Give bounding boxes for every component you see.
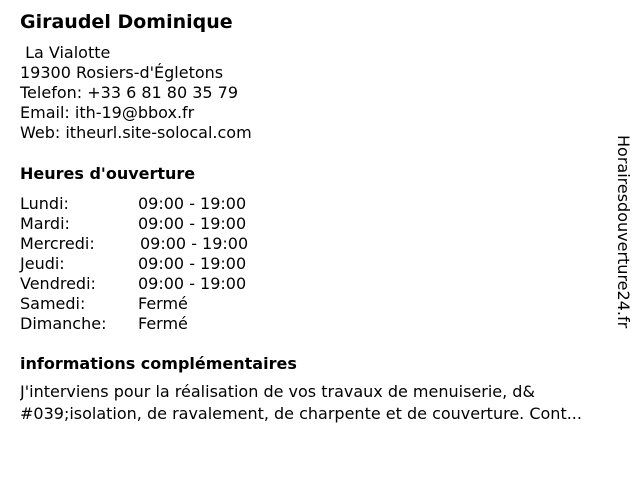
day-label: Dimanche: [20, 314, 107, 333]
day-label: Lundi: [20, 194, 69, 213]
info-line-2: #039;isolation, de ravalement, de charpente et de couverture. Cont... [20, 404, 582, 423]
time-value: 09:00 - 19:00 [138, 274, 247, 293]
business-name: Giraudel Dominique [20, 11, 233, 33]
hours-heading: Heures d'ouverture [20, 164, 196, 183]
day-label: Jeudi: [20, 254, 65, 273]
day-label: Vendredi: [20, 274, 96, 293]
phone-line: Telefon: +33 6 81 80 35 79 [20, 83, 239, 102]
time-value: Fermé [138, 294, 188, 313]
time-value: Fermé [138, 314, 188, 333]
info-description [20, 381, 632, 425]
time-value: 09:00 - 19:00 [138, 214, 247, 233]
time-value: 09:00 - 19:00 [138, 254, 247, 273]
address-street: La Vialotte [20, 43, 111, 62]
day-label: Mercredi: [20, 234, 95, 253]
info-line-1: J'interviens pour la réalisation de vos travaux de menuiserie, d& [20, 382, 535, 401]
time-value: 09:00 - 19:00 [138, 194, 247, 213]
info-heading: informations complémentaires [20, 354, 297, 373]
time-value: 09:00 - 19:00 [140, 234, 249, 253]
web-line: Web: itheurl.site-solocal.com [20, 123, 252, 142]
day-label: Mardi: [20, 214, 70, 233]
address-city: 19300 Rosiers-d'Égletons [20, 63, 224, 82]
site-watermark: Horairesdouverture24.fr [614, 135, 633, 329]
contact-block [20, 43, 252, 143]
email-line: Email: ith-19@bbox.fr [20, 103, 195, 122]
day-label: Samedi: [20, 294, 86, 313]
